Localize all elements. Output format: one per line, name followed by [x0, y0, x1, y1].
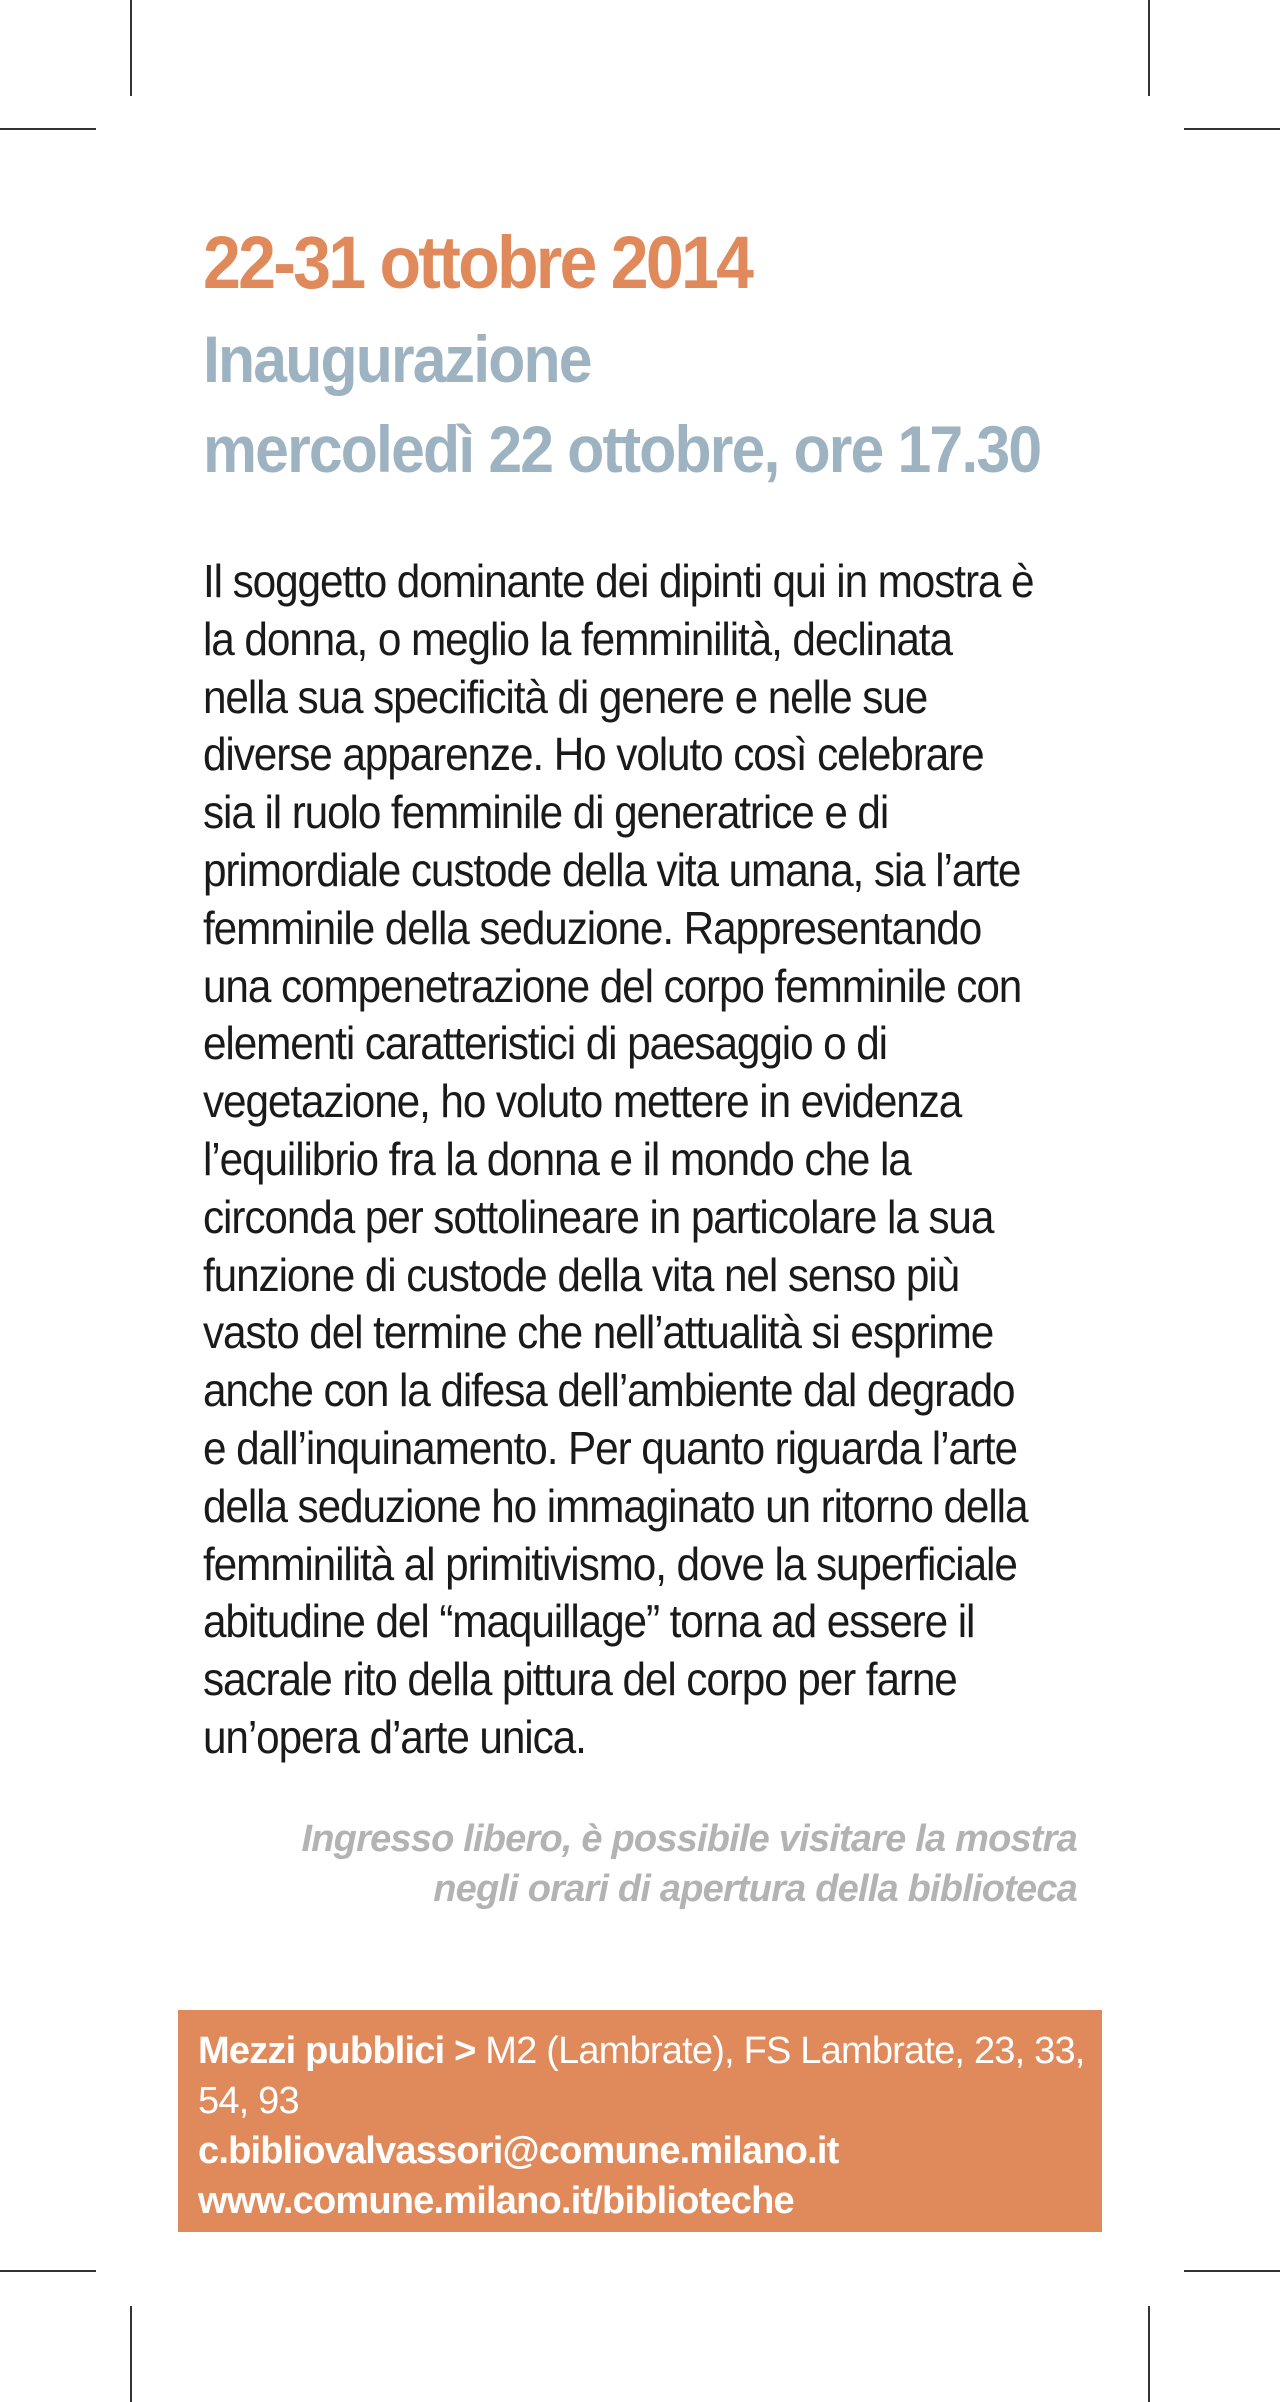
- description-line: e dall’inquinamento. Per quanto riguarda l’arte: [203, 1421, 1017, 1474]
- description-line: nella sua specificità di genere e nelle sue: [203, 670, 928, 723]
- description-line: diverse apparenze. Ho voluto così celebrare: [203, 728, 984, 781]
- description-line: sia il ruolo femminile di generatrice e di: [203, 786, 889, 839]
- description-line: abitudine del “maquillage” torna ad essere il: [203, 1595, 975, 1648]
- admission-note-line: Ingresso libero, è possibile visitare la mostra: [301, 1818, 1077, 1860]
- email-link[interactable]: c.bibliovalvassori@comune.milano.it: [198, 2130, 839, 2172]
- transport-value: M2 (Lambrate), FS Lambrate, 23, 33,: [485, 2030, 1085, 2072]
- description-line: femminile della seduzione. Rappresentando: [203, 901, 982, 954]
- description-line: l’equilibrio fra la donna e il mondo che la: [203, 1132, 911, 1185]
- admission-note: [302, 1814, 1078, 1914]
- description-line: femminilità al primitivismo, dove la superficiale: [203, 1537, 1017, 1590]
- inauguration-label: Inaugurazione: [203, 322, 591, 396]
- description-line: una compenetrazione del corpo femminile con: [203, 959, 1022, 1012]
- crop-mark-bottom-left-horizontal: [0, 2270, 96, 2272]
- website-link[interactable]: www.comune.milano.it/biblioteche: [198, 2180, 794, 2222]
- crop-mark-bottom-right-horizontal: [1184, 2270, 1280, 2272]
- transport-info: [198, 2026, 1085, 2076]
- crop-mark-top-left-horizontal: [0, 128, 96, 130]
- description-line: della seduzione ho immaginato un ritorno della: [203, 1479, 1028, 1532]
- transport-value-continued: 54, 93: [198, 2080, 299, 2122]
- description-line: primordiale custode della vita umana, sia l’arte: [203, 843, 1021, 896]
- crop-mark-bottom-right-vertical: [1148, 2306, 1150, 2402]
- description-line: anche con la difesa dell’ambiente dal degrado: [203, 1364, 1015, 1417]
- description-line: elementi caratteristici di paesaggio o di: [203, 1017, 887, 1070]
- exhibition-description: [203, 553, 1086, 1767]
- description-line: un’opera d’arte unica.: [203, 1710, 586, 1763]
- description-line: funzione di custode della vita nel senso più: [203, 1248, 960, 1301]
- crop-mark-top-right-vertical: [1148, 0, 1150, 96]
- admission-note-line: negli orari di apertura della biblioteca: [433, 1868, 1077, 1910]
- inauguration-datetime: mercoledì 22 ottobre, ore 17.30: [203, 412, 1041, 486]
- description-line: sacrale rito della pittura del corpo per farne: [203, 1653, 957, 1706]
- description-line: circonda per sottolineare in particolare la sua: [203, 1190, 994, 1243]
- description-line: vegetazione, ho voluto mettere in evidenza: [203, 1075, 962, 1128]
- crop-mark-bottom-left-vertical: [130, 2306, 132, 2402]
- transport-label: Mezzi pubblici >: [198, 2030, 476, 2072]
- contact-info-box: [178, 2010, 1102, 2232]
- description-line: vasto del termine che nell’attualità si esprime: [203, 1306, 994, 1359]
- crop-mark-top-right-horizontal: [1184, 128, 1280, 130]
- event-date-title: 22-31 ottobre 2014: [203, 221, 752, 304]
- description-line: Il soggetto dominante dei dipinti qui in mostra è: [203, 555, 1034, 607]
- description-line: la donna, o meglio la femminilità, declinata: [203, 612, 952, 665]
- crop-mark-top-left-vertical: [130, 0, 132, 96]
